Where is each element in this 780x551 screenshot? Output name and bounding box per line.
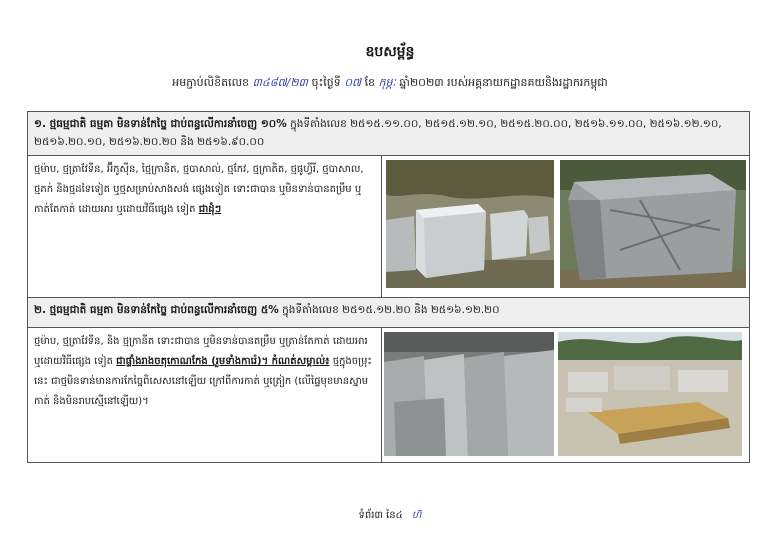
reference-month-prefix: ខែ: [364, 76, 376, 89]
section-1-body: [28, 156, 749, 298]
section-2-body: [28, 328, 749, 462]
reference-prefix: អមភ្ជាប់លិខិតលេខ: [172, 76, 250, 89]
page-footer: [0, 508, 780, 523]
section-1-description: [28, 156, 382, 297]
section-2-heading-bold: ២. ថ្មធម្មជាតិ ធម្មតា មិនទាន់កែច្នៃ ជាប់ពន្ធលើការនាំចេញ ៥%: [34, 304, 279, 316]
reference-line: [0, 76, 780, 92]
reference-suffix: ឆ្នាំ២០២៣ របស់អគ្គនាយកដ្ឋានគយនិងរដ្ឋាករកម្ពុជា: [399, 76, 608, 89]
page-number: ទំព័រ៣ នៃ៤: [358, 510, 403, 521]
section-2-photos: [382, 328, 749, 462]
section-2-heading: [28, 298, 749, 328]
section-2-text-bold: ជាផ្ទាំងរាងចតុកោណកែង (រួមទាំងការ៉េ)។ កំណត់សម្គាល់៖: [116, 356, 330, 367]
section-2-text: ថ្មម៉ាប, ថ្មត្រាវែទីន, និង ថ្មក្រានីត ទោះជាបាន ឬមិនទាន់បានតម្រឹម ឬត្រាន់តែកាត់ ដោយអារ ឬដោយវិធីផ្សេង ទៀត: [34, 336, 368, 367]
stone-slabs-photo-1: [384, 332, 554, 456]
section-1-photos: [382, 156, 749, 297]
section-1-heading-bold: ១. ថ្មធម្មជាតិ ធម្មតា មិនទាន់កែច្នៃ ជាប់ពន្ធលើការនាំចេញ ១០%: [34, 118, 287, 130]
reference-month: កុម្ភៈ: [378, 76, 396, 89]
stone-classification-table: [27, 111, 750, 463]
section-2-description: [28, 328, 382, 462]
reference-date-prefix: ចុះថ្ងៃទី: [311, 76, 341, 89]
stone-blocks-photo-2: [560, 160, 746, 288]
section-1-heading-codes: ក្នុងទីតាំងលេខ ២៥១៥.១១.០០, ២៥១៥.១២.១០, ២៥១៥.២០.០០, ២៥១៦.១១.០០, ២៥១៦.១២.១០, ២៥១៦.២០.១០, ២៥១៦.២០.២០ និង ២៥១៦.៩០.០០: [34, 118, 722, 148]
section-1-heading: [28, 112, 749, 156]
section-2-note: ថ្មក្នុងចម្រុះនេះ ជាថ្មមិនទាន់មានការកែច្នៃពិសេសនៅឡើយ ក្រៅពីការកាត់ ឬត្រៀក (លើផ្ទៃមុខមានស្នាមកាត់ និងមិនរាបស្មើនៅឡើយ)។: [34, 356, 372, 407]
stone-slabs-photo-2: [558, 332, 742, 456]
reference-number: ៣៤៨៧/២៣: [252, 76, 308, 89]
stone-blocks-photo-1: [386, 160, 554, 288]
section-1-text-bold: ជាដុំៗ: [198, 204, 222, 215]
initials-mark: ហ៊: [411, 510, 422, 521]
reference-day: ០៧: [344, 76, 362, 89]
section-2-heading-codes: ក្នុងទីតាំងលេខ ២៥១៥.១២.២០ និង ២៥១៦.១២.២០: [282, 304, 500, 316]
annex-title: ឧបសម្ព័ន្ធ: [365, 44, 415, 60]
section-1-text: ថ្មម៉ាប, ថ្មត្រាវែទីន, អ៊ីកូស៊ីន, ថ្មៃក្រានិត, ថ្មបាសាល់, ថ្មកែវ, ថ្មក្រាតិត, ថ្មផូហ្វីរី, ថ្មបាសាល, ថ្មភក់ និងថ្មដទៃទៀត ឬថ្មសម្រាប់សាងសង់ ផ្សេងទៀត ទោះជាបាន ឬមិនទាន់បានតម្រឹម ឬកាត់តែកាត់ ដោយអារ ឬដោយវិធីផ្សេង ទៀត: [34, 164, 364, 215]
